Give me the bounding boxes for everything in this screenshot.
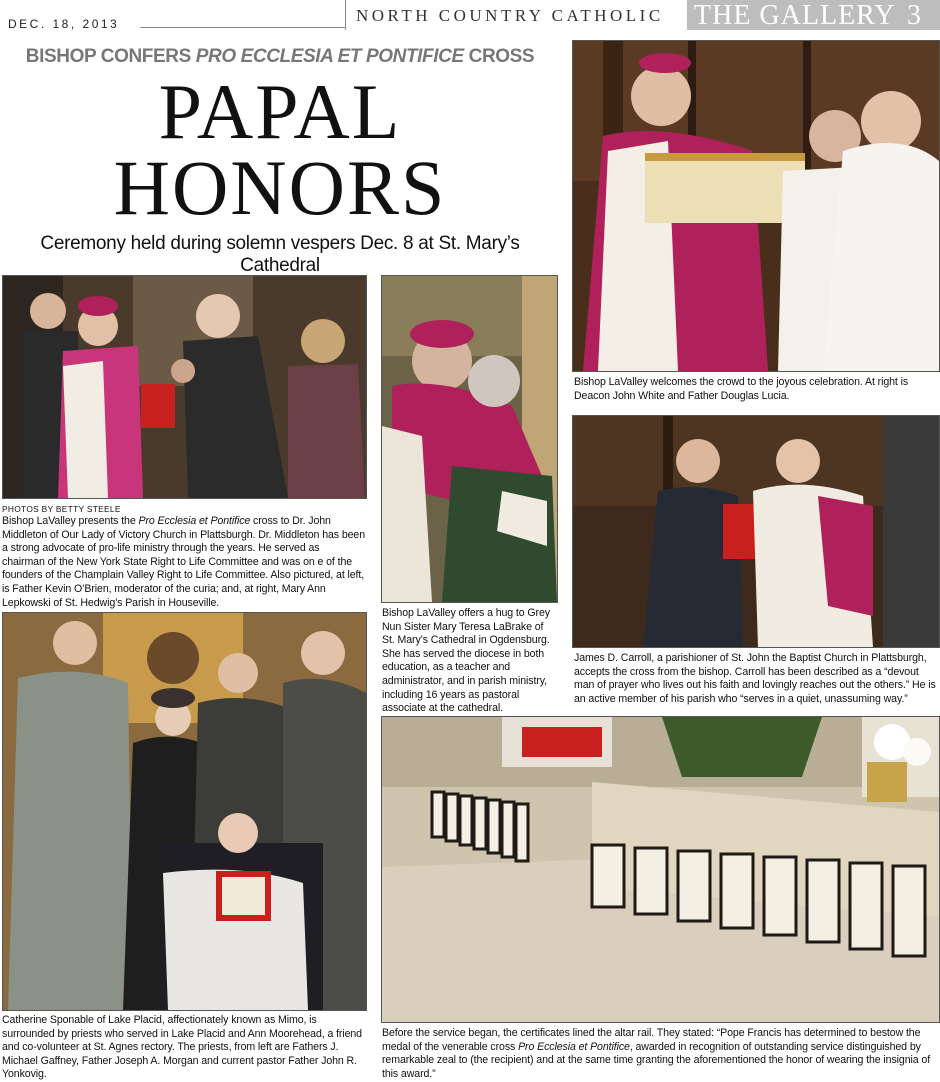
- certificate-frame: [893, 866, 925, 956]
- kicker-text: BISHOP CONFERS: [25, 46, 196, 67]
- photo-carroll: [572, 415, 940, 648]
- certificate-frame: [446, 794, 458, 841]
- caption-italic: Pro Ecclesia et Pontifice: [138, 515, 251, 527]
- certificate-frame: [502, 802, 514, 857]
- photo-middleton: [2, 275, 367, 499]
- page-number: 3: [907, 0, 922, 31]
- caption-italic: Pro Ecclesia et Pontifice: [518, 1040, 630, 1053]
- photo-certificates: [381, 716, 940, 1023]
- certificate-frame: [592, 845, 624, 907]
- certificate-frame: [678, 851, 710, 921]
- photo-labrake-hug: [381, 275, 558, 603]
- photo-welcome: [572, 40, 940, 372]
- certificate-frame: [432, 792, 444, 837]
- caption-welcome: Bishop LaValley welcomes the crowd to the joyous celebration. At right is Deacon John White and Father Douglas Lucia.: [574, 376, 909, 402]
- certificate-frame: [460, 796, 472, 845]
- headline-line-2: HONORS: [113, 144, 447, 231]
- certificate-frame: [807, 860, 839, 942]
- paper-name: NORTH COUNTRY CATHOLIC: [345, 0, 685, 30]
- caption-middleton: [2, 515, 365, 610]
- kicker: [0, 46, 560, 68]
- caption-carroll: James D. Carroll, a parishioner of St. John the Baptist Church in Plattsburgh, accepts the cross from the bishop. Carroll has been described as a “devout man of prayer who lives out his faith and lovingly reaches out the others.” He is an active member of his parish who “serves in a quiet, unassuming way.”: [574, 652, 936, 705]
- headline-line-1: PAPAL: [158, 68, 402, 155]
- photo-credit: PHOTOS BY BETTY STEELE: [2, 504, 121, 514]
- certificate-frame: [721, 854, 753, 928]
- section-band: [687, 0, 940, 30]
- caption-text: Bishop LaValley presents the: [2, 515, 139, 527]
- kicker-italic: PRO ECCLESIA ET PONTIFICE: [195, 46, 464, 67]
- certificate-frame: [516, 804, 528, 861]
- certificate-frame: [850, 863, 882, 949]
- certificate-frame: [764, 857, 796, 935]
- caption-sponable: Catherine Sponable of Lake Placid, affectionately known as Mimo, is surrounded by priests who served in Lake Placid and Ann Moorehead, a friend and co-volunteer at St. Agnes rectory. The priests, from left are Fathers J. Michael Gaffney, Father Joseph A. Morgan and current pastor Father John R. Yonkovig.: [2, 1014, 362, 1081]
- issue-date: DEC. 18, 2013: [8, 17, 120, 31]
- certificate-frame: [474, 798, 486, 849]
- caption-certificates: [382, 1027, 938, 1081]
- subhead: Ceremony held during solemn vespers Dec. 8 at St. Mary’s Cathedral: [40, 233, 520, 276]
- kicker-text-end: CROSS: [463, 46, 535, 67]
- caption-text: Before the service began, the certificates lined the altar rail. They stated: “Pope Francis has determined to bestow the medal of the venerable cross: [382, 1027, 921, 1053]
- section-title: THE GALLERY: [694, 0, 896, 31]
- caption-text-end: cross to Dr. John Middleton of Our Lady of Victory Church in Plattsburgh. Dr. Middleton has been a strong advocate of pro-life ministry through the years. He served as chairman of the New York State Right to Life Committee and was on e of the founders of the Champlain Valley Right to Life Committee. Also pictured, at left, is Father Kevin O’Brien, moderator of the curia; and, at right, Mary Ann Lepkowski of St. Hedwig’s Parish in Houseville.: [2, 515, 365, 609]
- caption-labrake: Bishop LaValley offers a hug to Grey Nun Sister Mary Teresa LaBrake of St. Mary’s Cathedral in Ogdensburg. She has served the diocese in both education, as a teacher and administrator, and in parish ministry, including 16 years as pastoral associate at the cathedral.: [382, 607, 550, 715]
- header-rule: [140, 27, 345, 28]
- certificate-frame: [635, 848, 667, 914]
- caption-text-end: , awarded in recognition of outstanding service distinguished by remarkable zeal to (the recipient) and at the same time granting the aforementioned the honor of wearing the insignia of this award.”: [382, 1040, 931, 1080]
- photo-sponable: [2, 612, 367, 1011]
- certificate-frame: [488, 800, 500, 853]
